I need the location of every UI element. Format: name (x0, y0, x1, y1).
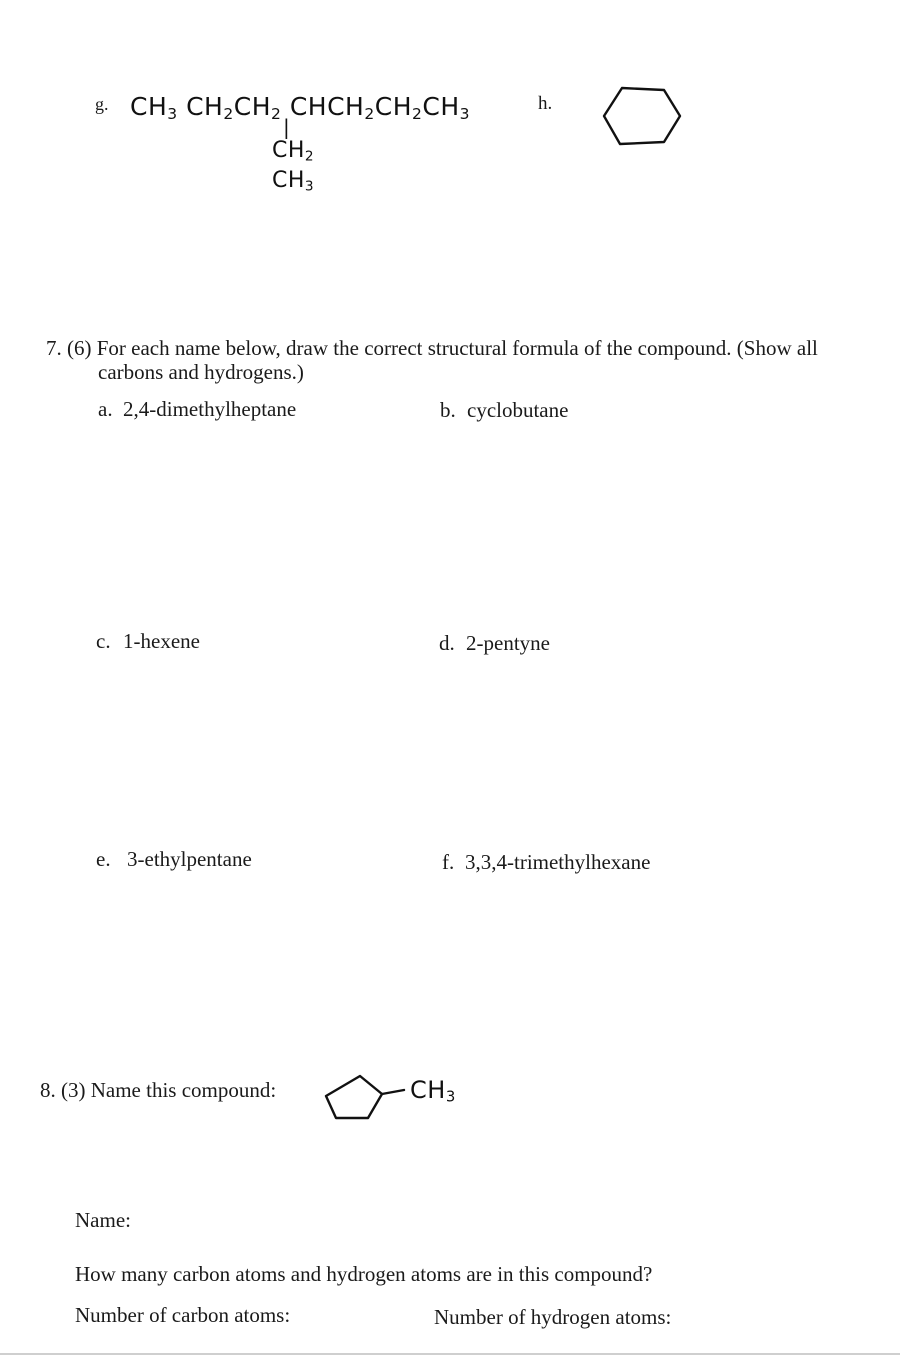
q7a-name: 2,4-dimethylheptane (123, 397, 297, 421)
chain-group-6: $CH_2$ (374, 92, 423, 123)
cyclohexane-drawing (600, 84, 684, 150)
q6g-branch-bond: | (283, 115, 291, 139)
substituent-text: $CH_3$ (410, 1076, 456, 1106)
q7a-label: a. (98, 397, 113, 421)
q7b-name: cyclobutane (467, 398, 569, 422)
chain-group-4: CH (289, 92, 328, 121)
q7c-label: c. (96, 629, 111, 653)
q7b-label: b. (440, 398, 456, 422)
q7e-name: 3-ethylpentane (127, 847, 252, 871)
chain-group-5: $CH_2$ (327, 92, 375, 123)
chain-group-7: $CH_3$ (422, 92, 471, 123)
q7f-label: f. (442, 850, 455, 874)
q7d-name: 2-pentyne (466, 631, 550, 655)
branch-ch3-text: $CH_3$ (272, 168, 315, 195)
q7-prompt-line2: carbons and hydrogens.) (98, 360, 304, 384)
chain-group-3: $CH_2$ (233, 92, 282, 123)
q6h-label: h. (538, 93, 553, 114)
q6g-main-chain (130, 92, 470, 129)
page-bottom-divider (0, 1353, 900, 1355)
q8-count-question: How many carbon atoms and hydrogen atoms are in this compound? (75, 1262, 653, 1286)
q6g-label: g. (95, 94, 109, 114)
q6g-branch-ch3 (272, 168, 314, 199)
chain-group-1: $CH_3$ (130, 92, 178, 123)
q6g-branch-ch2 (272, 138, 314, 169)
q8-substituent (410, 1076, 456, 1111)
q7-prompt-line1: 7. (6) For each name below, draw the correct structural formula of the compound. (Show all (46, 336, 818, 360)
q8-hydrogen-label: Number of hydrogen atoms: (434, 1305, 672, 1329)
q7c-name: 1-hexene (123, 629, 200, 653)
q8-prompt: 8. (3) Name this compound: (40, 1078, 277, 1102)
q7e-label: e. (96, 847, 111, 871)
q7f-name: 3,3,4-trimethylhexane (465, 850, 651, 874)
branch-ch2-text: $CH_2$ (272, 138, 315, 165)
chain-group-2: $CH_2$ (186, 92, 234, 123)
q8-carbon-label: Number of carbon atoms: (75, 1303, 291, 1327)
q7d-label: d. (439, 631, 455, 655)
q8-name-label: Name: (75, 1208, 131, 1232)
methylcyclopentane-drawing (322, 1072, 408, 1122)
